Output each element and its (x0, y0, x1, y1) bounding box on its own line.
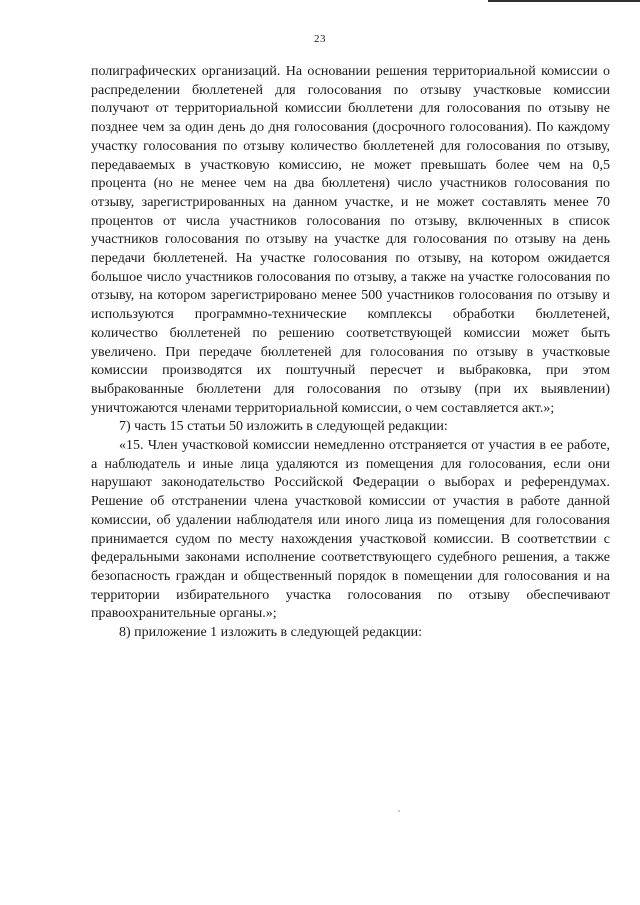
top-edge-line (488, 0, 640, 2)
paragraph-item-8: 8) приложение 1 изложить в следующей редакции: (119, 625, 422, 641)
paragraph-continuation: полиграфических организаций. На основании решения территориальной комиссии о распределении бюллетеней для голосования по отзыву участковые комиссии получают от территориальной комиссии бюллетени для голосования по отзыву не позднее чем за один день до дня голосования (досрочного голосования). По каждому участку голосования по отзыву количество бюллетеней для голосования по отзыву, передаваемых в участковую комиссию, не может превышать более чем на 0,5 процента (но не менее чем на два бюллетеня) число участников голосования по отзыву, зарегистрированных на данном участке, и не может составлять менее 70 процентов от числа участников голосования по отзыву, включенных в список участников голосования по отзыву на участке для голосования по отзыву на день передачи бюллетеней. На участке голосования по отзыву, на котором ожидается большое число участников голосования по отзыву, а также на участке голосования по отзыву, на котором зарегистрировано менее 500 участников голосования по отзыву и используются программно-технические комплексы обработки бюллетеней, количество бюллетеней по решению соответствующей комиссии может быть увеличено. При передаче бюллетеней для голосования по отзыву в участковые комиссии производятся их поштучный пересчет и выбраковка, при этом выбракованные бюллетени для голосования по отзыву (при их выявлении) уничтожаются членами территориальной комиссии, о чем составляется акт.»; (91, 64, 610, 416)
document-body (91, 63, 610, 643)
paragraph-quote-15: «15. Член участковой комиссии немедленно отстраняется от участия в ее работе, а наблюдатель и иные лица удаляются из помещения для голосования, если они нарушают законодательство Российской Федерации о выборах и референдумах. Решение об отстранении члена участковой комиссии от участия в работе данной комиссии, об удалении наблюдателя или иного лица из помещения для голосования принимается судом по месту нахождения участковой комиссии. В соответствии с федеральными законами исполнение соответствующего судебного решения, а также безопасность граждан и общественный порядок в помещении для голосования и на территории избирательного участка голосования по отзыву обеспечивают правоохранительные органы.»; (91, 438, 610, 622)
paragraph-item-7: 7) часть 15 статьи 50 изложить в следующей редакции: (119, 419, 448, 435)
page-number: 23 (314, 33, 326, 45)
scan-speck (398, 810, 400, 812)
